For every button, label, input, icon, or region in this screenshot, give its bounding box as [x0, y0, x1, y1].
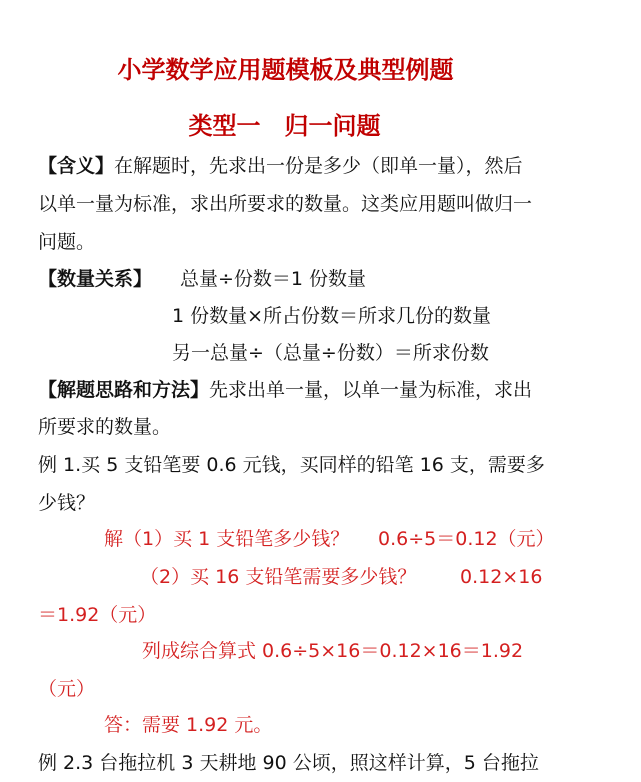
- example1-combined-unit: （元）: [38, 678, 96, 700]
- example1-question-line-2: 少钱？: [38, 492, 96, 514]
- example2-question-line-1: 例 2.3 台拖拉机 3 天耕地 90 公顷，照这样计算，5 台拖拉: [38, 752, 539, 774]
- method-line-1: [38, 371, 532, 409]
- method-line-2: 所要求的数量。: [38, 416, 172, 438]
- example1-step2-result: ＝1.92（元）: [38, 604, 157, 626]
- section-title: 类型一 归一问题: [188, 112, 381, 140]
- relation-line-2: 1 份数量×所占份数＝所求几份的数量: [172, 305, 492, 327]
- relation-line-1: 总量÷份数＝1 份数量: [180, 268, 367, 290]
- relation-label: 【数量关系】: [38, 268, 153, 290]
- method-text-1: 先求出单一量，以单一量为标准，求出: [209, 379, 533, 401]
- example1-step1-text: 解（1）买 1 支铅笔多少钱？: [104, 528, 350, 550]
- example1-step1-calc: 0.6÷5＝0.12（元）: [378, 528, 555, 550]
- meaning-line-3: 问题。: [38, 231, 96, 253]
- example1-combined-formula: 列成综合算式 0.6÷5×16＝0.12×16＝1.92: [142, 640, 524, 662]
- meaning-line-2: 以单一量为标准，求出所要求的数量。这类应用题叫做归一: [38, 193, 533, 215]
- meaning-line-1: [38, 147, 523, 185]
- method-label: 【解题思路和方法】: [38, 379, 210, 401]
- meaning-label: 【含义】: [38, 155, 115, 177]
- example1-question-line-1: 例 1.买 5 支铅笔要 0.6 元钱，买同样的铅笔 16 支，需要多: [38, 454, 545, 476]
- example1-answer: 答：需要 1.92 元。: [104, 714, 273, 736]
- document-title: 小学数学应用题模板及典型例题: [117, 56, 454, 84]
- example1-step2-text: （2）买 16 支铅笔需要多少钱？: [140, 566, 417, 588]
- example1-step2-calc: 0.12×16: [460, 566, 543, 588]
- relation-line-3: 另一总量÷（总量÷份数）＝所求份数: [172, 342, 489, 364]
- meaning-text-1: 在解题时，先求出一份是多少（即单一量），然后: [114, 155, 523, 177]
